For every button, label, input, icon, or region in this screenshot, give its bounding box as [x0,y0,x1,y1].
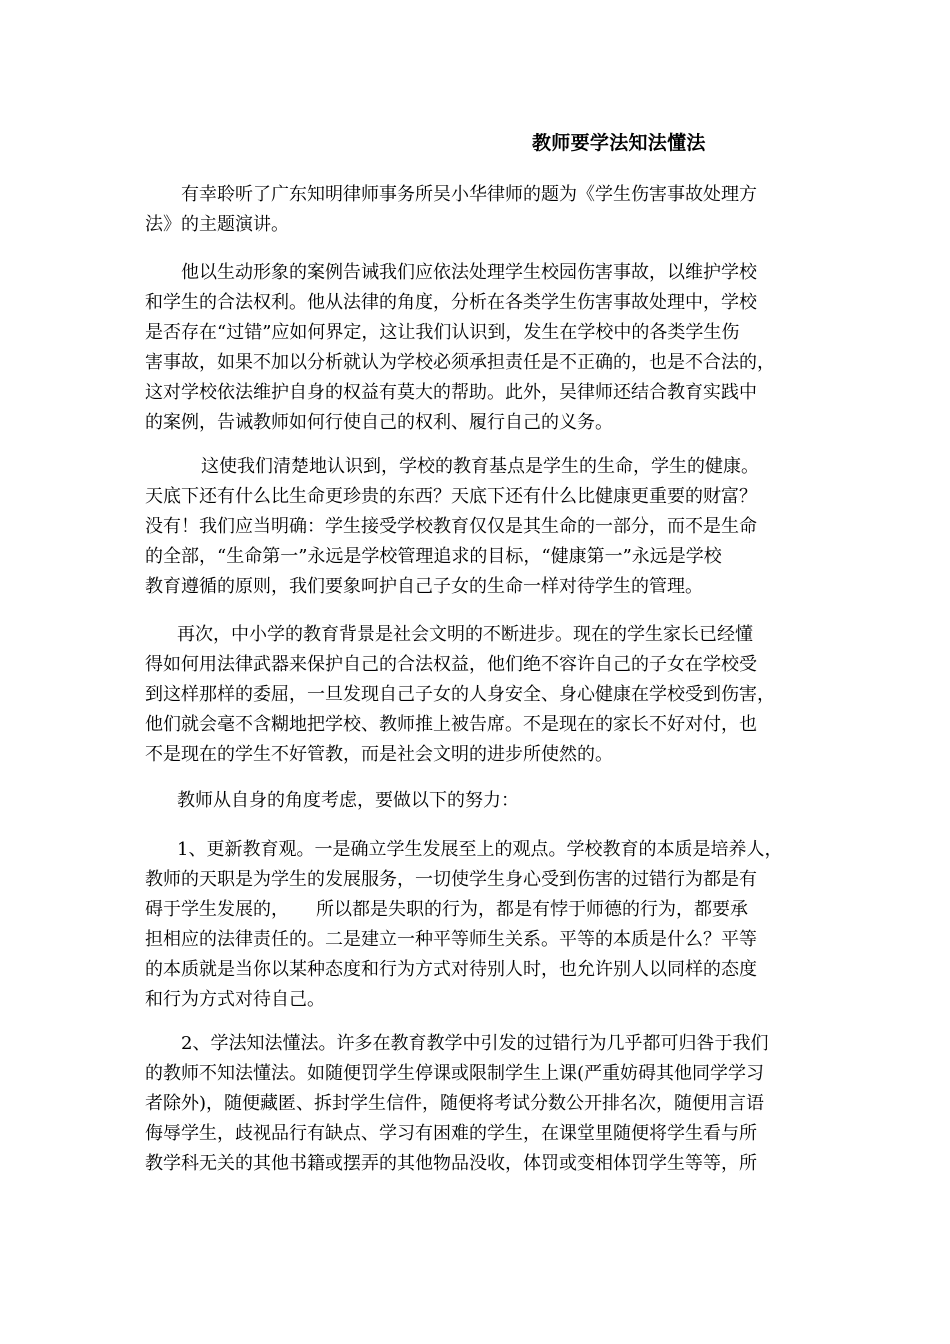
paragraph-line: 到这样那样的委屈，一旦发现自己子女的人身安全、身心健康在学校受到伤害， [145,684,775,705]
paragraph-line: 和行为方式对待自己。 [145,989,325,1010]
paragraph-line: 和学生的合法权利。他从法律的角度，分析在各类学生伤害事故处理中，学校 [145,292,757,313]
paragraph-line: 1、更新教育观。一是确立学生发展至上的观点。学校教育的本质是培养人， [177,839,783,860]
paragraph-lecture-summary [145,258,815,438]
paragraph-line: 的教师不知法懂法。如随便罚学生停课或限制学生上课(严重妨碍其他同学学习 [145,1063,765,1084]
paragraph-line: 担相应的法律责任的。二是建立一种平等师生关系。平等的本质是什么？平等 [145,929,757,950]
paragraph-line: 再次，中小学的教育背景是社会文明的不断进步。现在的学生家长已经懂 [177,624,753,645]
paragraph-line: 侮辱学生，歧视品行有缺点、学习有困难的学生，在课堂里随便将学生看与所 [145,1123,757,1144]
paragraph-point-2 [145,1029,815,1179]
paragraph-line: 他们就会毫不含糊地把学校、教师推上被告席。不是现在的家长不好对付，也 [145,714,757,735]
paragraph-line: 得如何用法律武器来保护自己的合法权益，他们绝不容许自己的子女在学校受 [145,654,757,675]
paragraph-line: 害事故，如果不加以分析就认为学校必须承担责任是不正确的，也是不合法的， [145,352,775,373]
paragraph-intro [145,180,815,240]
paragraph-line: 是否存在“过错”应如何界定，这让我们认识到，发生在学校中的各类学生伤 [145,322,740,343]
document-title: 教师要学法知法懂法 [532,132,706,154]
paragraph-line: 碍于学生发展的， 所以都是失职的行为，都是有悖于师德的行为，都要承 [145,899,748,920]
paragraph-line: 教师的天职是为学生的发展服务，一切使学生身心受到伤害的过错行为都是有 [145,869,757,890]
paragraph-line: 他以生动形象的案例告诫我们应依法处理学生校园伤害事故，以维护学校 [181,262,757,283]
paragraph-line: 有幸聆听了广东知明律师事务所吴小华律师的题为《学生伤害事故处理方 [181,184,757,205]
paragraph-line: 教师从自身的角度考虑，要做以下的努力： [177,790,519,811]
paragraph-point-1 [145,835,815,1015]
paragraph-line: 的全部，“生命第一”永远是学校管理追求的目标，“健康第一”永远是学校 [145,546,722,567]
paragraph-social-progress [145,620,815,770]
paragraph-line: 这对学校依法维护自身的权益有莫大的帮助。此外，吴律师还结合教育实践中 [145,382,757,403]
paragraph-line: 不是现在的学生不好管教，而是社会文明的进步所使然的。 [145,744,613,765]
paragraph-line: 这使我们清楚地认识到，学校的教育基点是学生的生命，学生的健康。 [201,456,759,477]
paragraph-life-first [145,452,815,602]
paragraph-line: 者除外)，随便藏匿、拆封学生信件，随便将考试分数公开排名次，随便用言语 [145,1093,765,1114]
paragraph-line: 法》的主题演讲。 [145,214,289,235]
paragraph-line: 没有！我们应当明确：学生接受学校教育仅仅是其生命的一部分，而不是生命 [145,516,757,537]
paragraph-line: 教育遵循的原则，我们要象呵护自己子女的生命一样对待学生的管理。 [145,576,703,597]
paragraph-efforts-intro [145,786,815,816]
paragraph-line: 2、学法知法懂法。许多在教育教学中引发的过错行为几乎都可归咎于我们 [181,1033,769,1054]
paragraph-line: 教学科无关的其他书籍或摆弄的其他物品没收，体罚或变相体罚学生等等，所 [145,1153,757,1174]
paragraph-line: 天底下还有什么比生命更珍贵的东西？天底下还有什么比健康更重要的财富？ [145,486,757,507]
paragraph-line: 的案例，告诫教师如何行使自己的权利、履行自己的义务。 [145,412,613,433]
paragraph-line: 的本质就是当你以某种态度和行为方式对待别人时，也允许别人以同样的态度 [145,959,757,980]
